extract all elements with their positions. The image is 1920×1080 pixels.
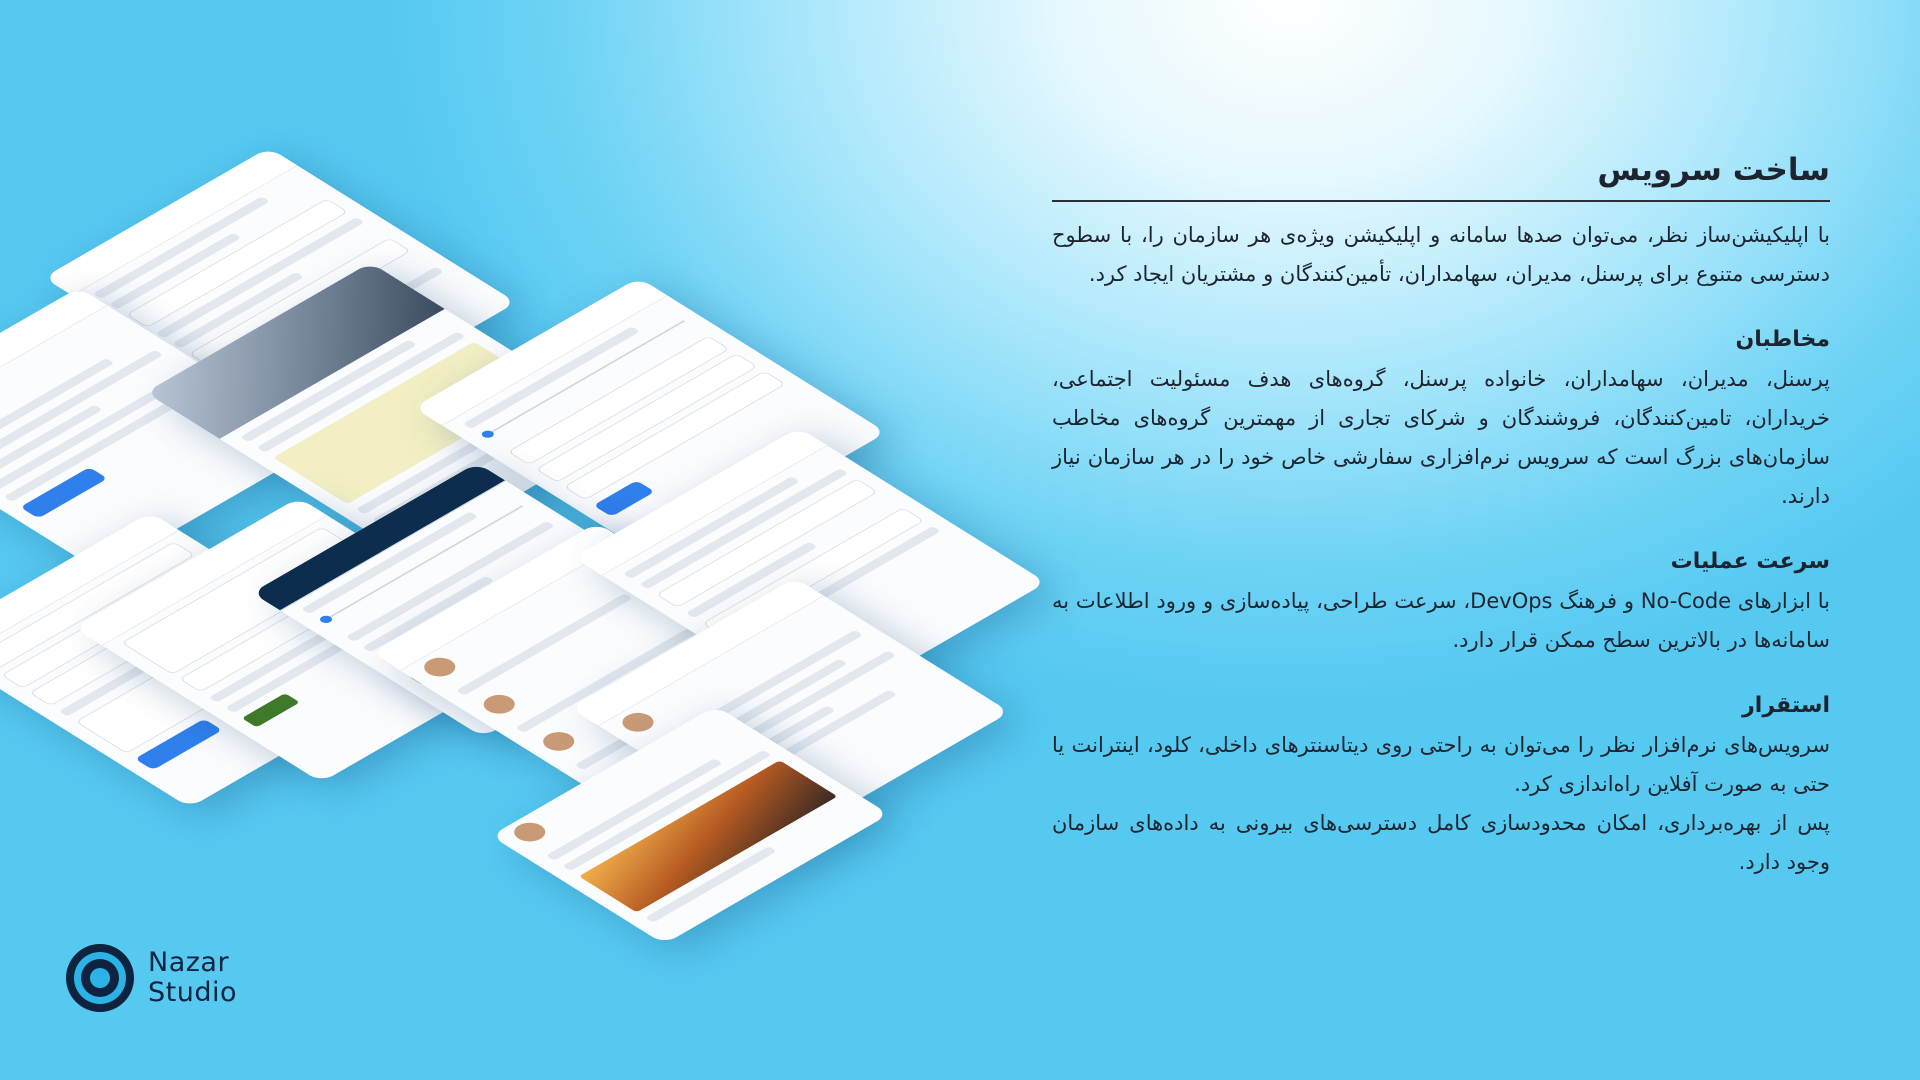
- audience-text: پرسنل، مدیران، سهامداران، خانواده پرسنل، گروه‌های هدف مسئولیت اجتماعی، خریداران، تامین‌کنندگان، فروشندگان و شرکای تجاری از مهمترین گروه‌های مخاطب سازمان‌های بزرگ است که سرویس نرم‌افزاری سفارشی خاص خود را در هر سازمان نیاز دارند.: [1052, 367, 1830, 509]
- app-mockups-collage: [0, 100, 1000, 960]
- nazar-studio-logo: [64, 942, 237, 1014]
- section-title: ساخت سرویس: [1052, 150, 1830, 202]
- intro-paragraph: با اپلیکیشن‌ساز نظر، می‌توان صدها سامانه و اپلیکیشن ویژه‌ی هر سازمان را، با سطوح دسترسی متنوع برای پرسنل، مدیران، سهامداران، تأمین‌کنندگان و مشتریان ایجاد کرد.: [1052, 223, 1830, 287]
- speed-section: [1052, 546, 1830, 660]
- speed-text: با ابزارهای No-Code و فرهنگ DevOps، سرعت طراحی، پیاده‌سازی و ورود اطلاعات به سامانه‌ها در بالاترین سطح ممکن قرار دارد.: [1052, 589, 1831, 653]
- deployment-section: [1052, 690, 1830, 882]
- deployment-text-2: پس از بهره‌برداری، امکان محدودسازی کامل دسترسی‌های بیرونی به داده‌های سازمان وجود دارد.: [1052, 811, 1830, 875]
- audience-heading: مخاطبان: [1735, 327, 1830, 353]
- speed-heading: سرعت عملیات: [1670, 549, 1830, 575]
- service-description: [1052, 150, 1830, 882]
- deployment-text: سرویس‌های نرم‌افزار نظر را می‌توان به راحتی روی دیتاسنترهای داخلی، کلود، اینترانت یا حتی به صورت آفلاین راه‌اندازی کرد.: [1052, 733, 1830, 797]
- deployment-heading: استقرار: [1742, 693, 1830, 719]
- nazar-logo-icon: [64, 942, 136, 1014]
- logo-line-2: Studio: [148, 977, 237, 1008]
- logo-line-1: Nazar: [148, 947, 230, 978]
- audience-section: [1052, 324, 1830, 516]
- logo-wordmark: [148, 948, 237, 1008]
